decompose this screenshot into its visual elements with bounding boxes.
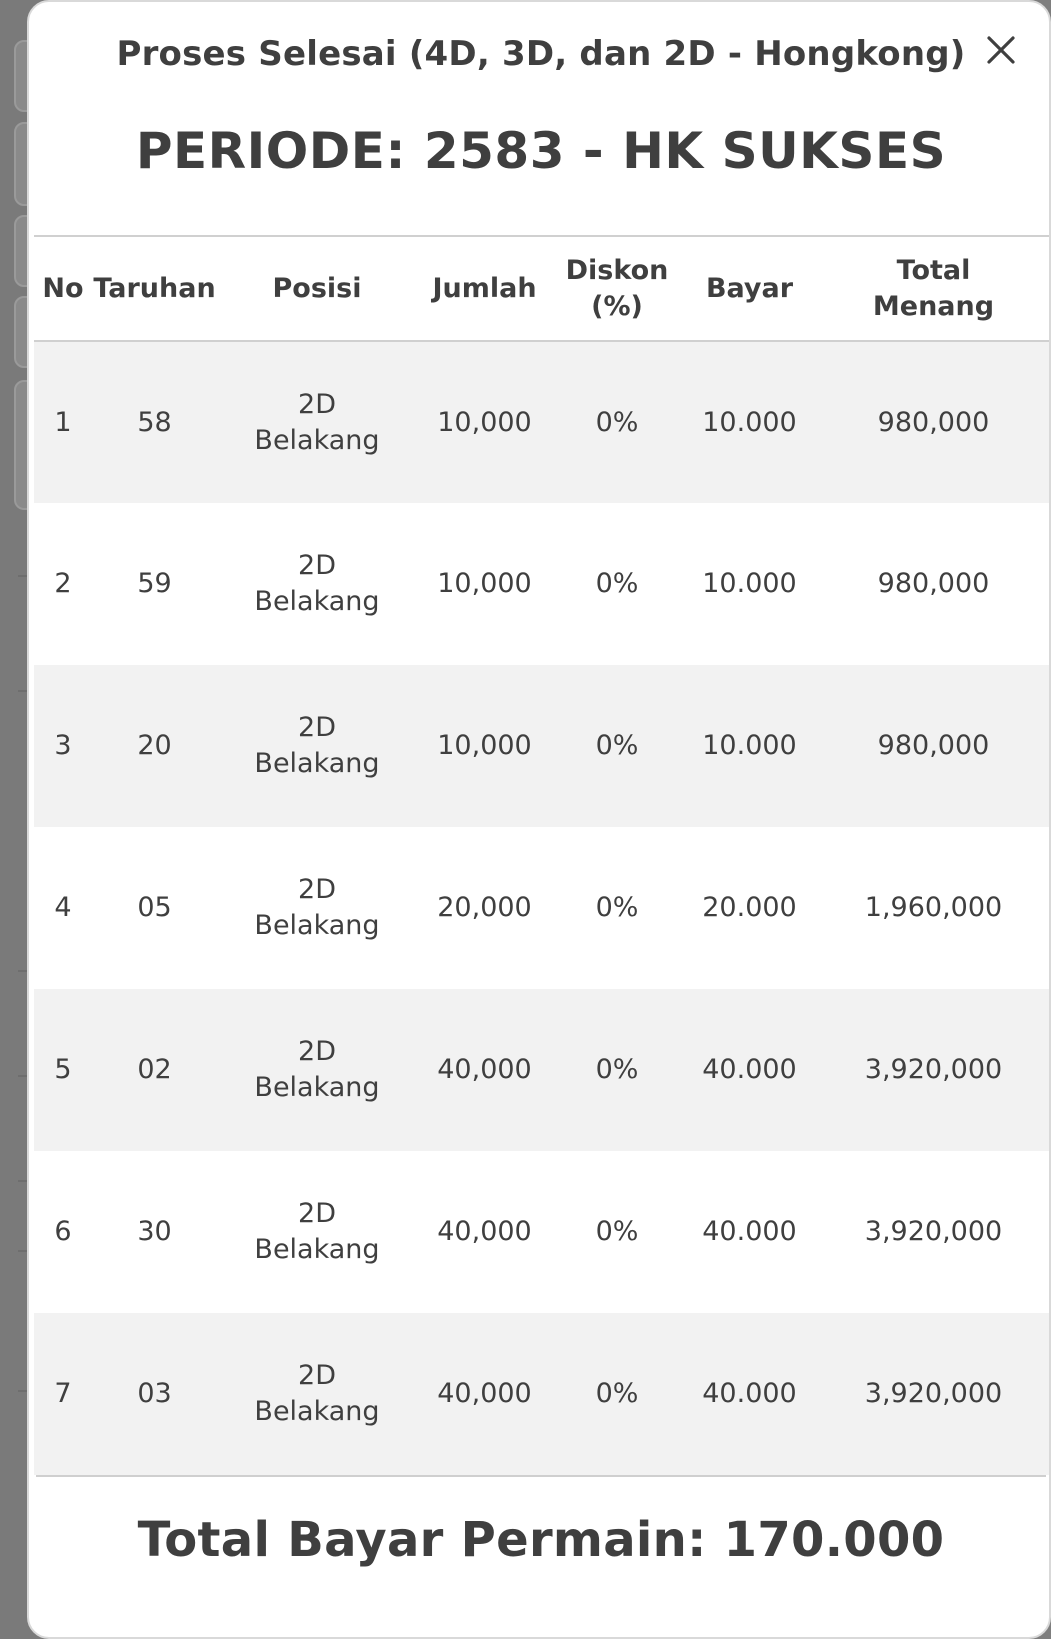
cell-bayar: 40.000 (702, 1054, 797, 1086)
cell-diskon: 0% (595, 1216, 639, 1248)
cell-posisi (217, 341, 417, 503)
header-diskon (552, 236, 682, 341)
cell-total-menang: 3,920,000 (864, 1054, 1003, 1086)
cell-taruhan: 02 (137, 1054, 172, 1086)
cell-jumlah: 40,000 (437, 1054, 532, 1086)
cell-bayar: 40.000 (702, 1216, 797, 1248)
header-diskon-line1: Diskon (565, 255, 669, 287)
cell-posisi-line1: 2D (298, 1036, 336, 1068)
cell-diskon: 0% (595, 568, 639, 600)
cell-posisi-line2: Belakang (254, 910, 380, 941)
header-posisi: Posisi (272, 272, 362, 304)
header-total-line1: Total (896, 255, 971, 287)
cell-jumlah: 10,000 (437, 568, 532, 600)
cell-diskon: 0% (595, 1054, 639, 1086)
cell-total-menang: 1,960,000 (864, 892, 1003, 924)
modal-title: Proses Selesai (4D, 3D, dan 2D - Hongkong) (116, 34, 966, 74)
close-icon (985, 34, 1017, 66)
cell-posisi (217, 989, 417, 1151)
cell-posisi (217, 665, 417, 827)
cell-total-menang: 980,000 (877, 568, 990, 600)
cell-jumlah: 40,000 (437, 1378, 532, 1410)
cell-taruhan: 05 (137, 892, 172, 924)
cell-no: 4 (54, 892, 72, 924)
cell-diskon: 0% (595, 730, 639, 762)
cell-posisi-line1: 2D (298, 874, 336, 906)
cell-taruhan: 58 (137, 406, 172, 438)
cell-posisi (217, 827, 417, 989)
cell-taruhan: 20 (137, 730, 172, 762)
cell-bayar: 10.000 (702, 730, 797, 762)
cell-jumlah: 20,000 (437, 892, 532, 924)
period-heading: PERIODE: 2583 - HK SUKSES (135, 122, 947, 180)
table-row (34, 665, 1050, 827)
header-total-line2: Menang (872, 290, 995, 322)
table-row (34, 827, 1050, 989)
cell-posisi-line2: Belakang (254, 1234, 380, 1265)
cell-bayar: 10.000 (702, 406, 797, 438)
cell-total-menang: 3,920,000 (864, 1378, 1003, 1410)
table-row (34, 341, 1050, 503)
cell-diskon: 0% (595, 1378, 639, 1410)
modal-header (29, 2, 1049, 232)
cell-bayar: 20.000 (702, 892, 797, 924)
cell-taruhan: 30 (137, 1216, 172, 1248)
cell-no: 1 (54, 406, 72, 438)
table-row (34, 1151, 1050, 1313)
cell-posisi (217, 1313, 417, 1475)
cell-posisi-line1: 2D (298, 1360, 336, 1392)
cell-posisi (217, 1151, 417, 1313)
table-header-row (34, 236, 1050, 341)
close-button[interactable] (981, 30, 1021, 70)
table-row (34, 989, 1050, 1151)
table-row (34, 503, 1050, 665)
cell-posisi-line1: 2D (298, 712, 336, 744)
cell-taruhan: 03 (137, 1378, 172, 1410)
cell-posisi-line2: Belakang (254, 424, 380, 456)
cell-posisi (217, 503, 417, 665)
bets-table-container (34, 235, 1050, 1475)
header-bayar: Bayar (705, 272, 794, 304)
cell-no: 3 (54, 730, 72, 762)
cell-no: 5 (54, 1054, 72, 1086)
header-jumlah: Jumlah (432, 272, 537, 304)
cell-no: 6 (54, 1216, 72, 1248)
header-taruhan: Taruhan (93, 272, 216, 304)
cell-jumlah: 10,000 (437, 406, 532, 438)
cell-total-menang: 3,920,000 (864, 1216, 1003, 1248)
cell-jumlah: 40,000 (437, 1216, 532, 1248)
cell-jumlah: 10,000 (437, 730, 532, 762)
result-modal (27, 0, 1051, 1639)
table-bottom-divider (36, 1475, 1046, 1477)
cell-total-menang: 980,000 (877, 730, 990, 762)
cell-no: 7 (54, 1378, 72, 1410)
cell-bayar: 10.000 (702, 568, 797, 600)
cell-diskon: 0% (595, 406, 639, 438)
cell-posisi-line2: Belakang (254, 1072, 380, 1103)
cell-posisi-line2: Belakang (254, 1396, 380, 1427)
cell-no: 2 (54, 568, 72, 600)
cell-total-menang: 980,000 (877, 406, 990, 438)
bets-table (34, 235, 1050, 1475)
header-no: No (42, 272, 84, 304)
cell-posisi-line1: 2D (298, 1198, 336, 1230)
total-payment: Total Bayar Permain: 170.000 (137, 1512, 945, 1568)
cell-posisi-line1: 2D (298, 388, 336, 420)
cell-taruhan: 59 (137, 568, 172, 600)
header-total-menang (817, 236, 1050, 341)
cell-bayar: 40.000 (702, 1378, 797, 1410)
cell-posisi-line2: Belakang (254, 748, 380, 779)
cell-diskon: 0% (595, 892, 639, 924)
header-diskon-line2: (%) (591, 290, 643, 322)
cell-posisi-line1: 2D (298, 550, 336, 582)
cell-posisi-line2: Belakang (254, 586, 380, 617)
table-row (34, 1313, 1050, 1475)
